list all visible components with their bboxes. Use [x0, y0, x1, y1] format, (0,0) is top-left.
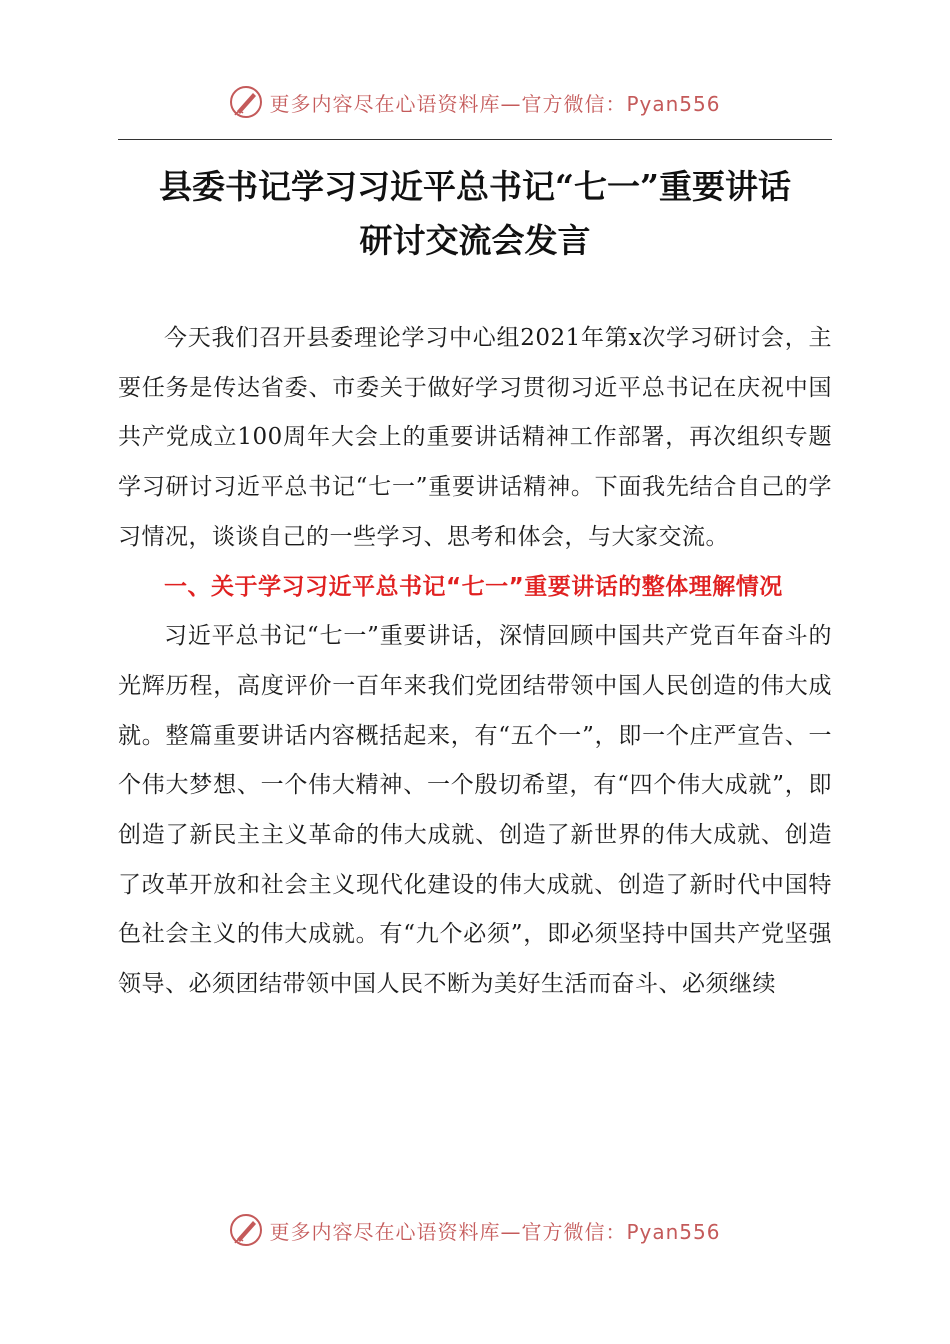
section-1-paragraph: 习近平总书记“七一”重要讲话，深情回顾中国共产党百年奋斗的光辉历程，高度评价一百年来我们党团结带领中国人民创造的伟大成就。整篇重要讲话内容概括起来，有“五个一”，即一个庄严宣告、一个伟大梦想、一个伟大精神、一个殷切希望，有“四个伟大成就”，即创造了新民主主义革命的伟大成就、创造了新世界的伟大成就、创造了改革开放和社会主义现代化建设的伟大成就、创造了新时代中国特色社会主义的伟大成就。有“九个必须”，即必须坚持中国共产党坚强领导、必须团结带领中国人民不断为美好生活而奋斗、必须继续: [118, 623, 832, 998]
intro-paragraph: 今天我们召开县委理论学习中心组2021年第x次学习研讨会，主要任务是传达省委、市委关于做好学习贯彻习近平总书记在庆祝中国共产党成立100周年大会上的重要讲话精神工作部署，再次组织专题学习研讨习近平总书记“七一”重要讲话精神。下面我先结合自己的学习情况，谈谈自己的一些学习、思考和体会，与大家交流。: [118, 325, 832, 550]
title-line-2: 研讨交流会发言: [359, 221, 591, 260]
header-divider: [118, 139, 832, 140]
header-watermark-text: 更多内容尽在心语资料库—官方微信：Pyan556: [269, 91, 721, 116]
pen-logo-icon: [229, 85, 263, 119]
footer-watermark-text: 更多内容尽在心语资料库—官方微信：Pyan556: [269, 1219, 721, 1244]
footer-watermark: [0, 1212, 950, 1248]
title-line-1: 县委书记学习习近平总书记“七一”重要讲话: [159, 167, 791, 206]
section-1-heading: 一、关于学习习近平总书记“七一”重要讲话的整体理解情况: [164, 573, 783, 600]
document-body: [118, 314, 832, 1010]
pen-logo-icon: [229, 1213, 263, 1247]
document-title: [100, 160, 850, 268]
header-watermark: [0, 84, 950, 120]
